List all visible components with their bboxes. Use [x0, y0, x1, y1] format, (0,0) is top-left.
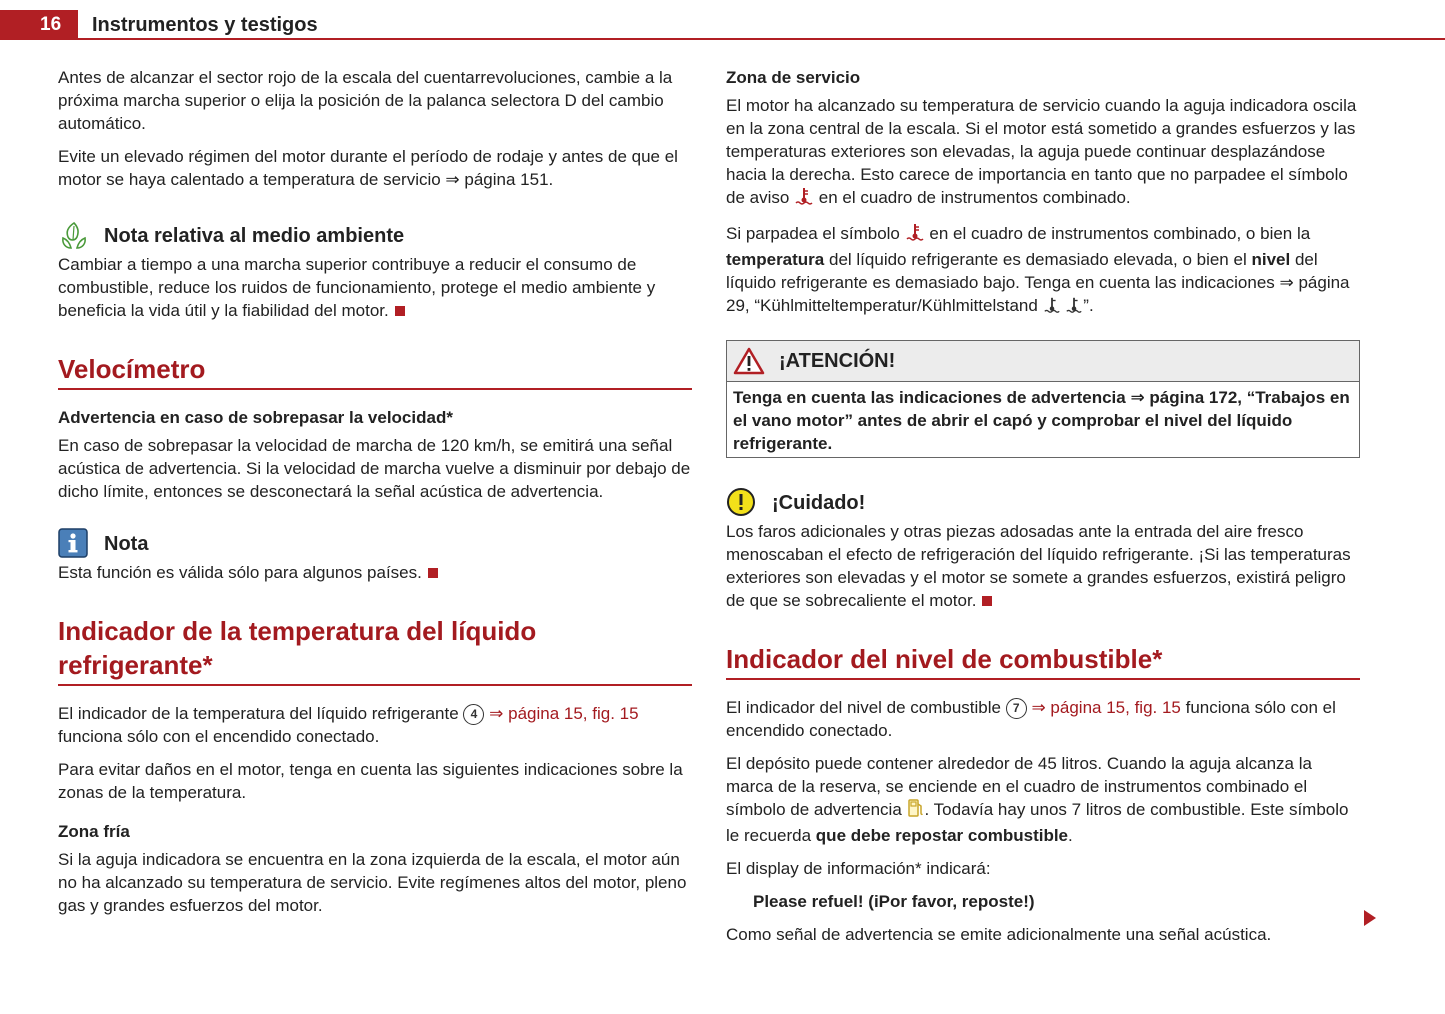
page-number: 16	[0, 10, 78, 40]
warning-box	[726, 340, 1360, 458]
coolant-temperature-icon	[905, 222, 925, 248]
coolant-temp-paragraph-1: El indicador de la temperatura del líquido refrigerante 4 ⇒ página 15, fig. 15 funciona sólo con el encendido conectado.	[58, 704, 639, 746]
environment-note-text: Cambiar a tiempo a una marcha superior contribuye a reducir el consumo de combustible, reduce los ruidos de funcionamiento, protege el medio ambiente y beneficia la vida útil y la fiabilidad del motor.	[58, 255, 656, 320]
fuel-level-heading: Indicador del nivel de combustible*	[726, 642, 1360, 680]
speed-warning-subheading: Advertencia en caso de sobrepasar la velocidad*	[58, 408, 453, 427]
coolant-level-icon	[1065, 296, 1083, 320]
warning-box-title: ¡ATENCIÓN!	[779, 349, 896, 372]
warning-box-text: Tenga en cuenta las indicaciones de advertencia ⇒ página 172, “Trabajos en el vano motor” antes de abrir el capó y comprobar el nivel del líquido refrigerante.	[733, 388, 1350, 453]
header-rule	[0, 38, 1445, 40]
service-zone-text: El motor ha alcanzado su temperatura de servicio cuando la aguja indicadora oscila en la zona central de la escala. Si el motor está sometido a grandes esfuerzos y las temperaturas exteriores son elevadas, la aguja puede continuar desplazándose hacia la derecha. Esto carece de importancia en tanto que no parpadee el símbolo de aviso en el cuadro de instrumentos combinado.	[726, 94, 1360, 212]
coolant-blink-paragraph: Si parpadea el símbolo en el cuadro de instrumentos combinado, o bien la temperatura del líquido refrigerante es demasiado elevada, o bien el nivel del líquido refrigerante es demasiado bajo. Tenga en cuenta las indicaciones ⇒ página 29, “Kühlmitteltemperatur/Kühlmittelstand ”.	[726, 222, 1360, 320]
coolant-temp-heading: Indicador de la temperatura del líquido refrigerante*	[58, 614, 692, 686]
display-message: Please refuel! (iPor favor, reposte!)	[753, 892, 1035, 911]
caution-exclamation-icon	[726, 487, 758, 519]
next-page-arrow-icon[interactable]	[1363, 909, 1377, 932]
fuel-paragraph-2: El depósito puede contener alrededor de 45 litros. Cuando la aguja alcanza la marca de la reserva, se enciende en el cuadro de instrumentos combinado el símbolo de advertencia . Todavía hay unos 7 litros de combustible. Este símbolo le recuerda que debe repostar combustible.	[726, 754, 1349, 845]
page-reference-link[interactable]: ⇒ página 15, fig. 15	[1031, 698, 1181, 717]
info-note-text: Esta función es válida sólo para algunos países.	[58, 561, 692, 584]
callout-number-badge: 7	[1006, 698, 1027, 719]
info-note-heading	[58, 527, 692, 561]
environment-note-heading	[58, 219, 692, 253]
warning-box-header	[727, 341, 1359, 382]
service-zone-subheading: Zona de servicio	[726, 68, 861, 87]
fuel-pump-icon	[907, 798, 925, 824]
speed-warning-text: En caso de sobrepasar la velocidad de marcha de 120 km/h, se emitirá una señal acústica de advertencia. Si la velocidad de marcha vuelve a disminuir por debajo de dicho límite, entonces se desconectará la señal acústica de advertencia.	[58, 436, 691, 501]
coolant-temperature-icon	[794, 186, 814, 212]
cold-zone-subheading: Zona fría	[58, 822, 130, 841]
caution-heading	[726, 486, 1360, 520]
right-column	[726, 66, 1360, 956]
section-end-marker	[982, 596, 992, 606]
coolant-temp-paragraph-2: Para evitar daños en el motor, tenga en cuenta las siguientes indicaciones sobre la zonas de la temperatura.	[58, 760, 683, 802]
coolant-temperature-icon	[1043, 296, 1061, 320]
info-icon	[58, 528, 90, 560]
intro-paragraph-2: Evite un elevado régimen del motor durante el período de rodaje y antes de que el motor se haya calentado a temperatura de servicio ⇒ página 151.	[58, 147, 678, 189]
page-header	[0, 0, 1445, 40]
fuel-paragraph-3: El display de información* indicará:	[726, 859, 991, 878]
caution-text: Los faros adicionales y otras piezas adosadas ante la entrada del aire fresco menoscaban el efecto de refrigeración del líquido refrigerante. ¡Si las temperaturas exteriores son elevadas y el motor se somete a grandes esfuerzos, existirá peligro de que se sobrecaliente el motor.	[726, 522, 1351, 610]
section-end-marker	[395, 306, 405, 316]
fuel-paragraph-4: Como señal de advertencia se emite adicionalmente una señal acústica.	[726, 925, 1272, 944]
caution-title: ¡Cuidado!	[772, 491, 866, 514]
fuel-paragraph-1: El indicador del nivel de combustible 7 ⇒ página 15, fig. 15 funciona sólo con el encendido conectado.	[726, 698, 1336, 740]
intro-paragraph-1: Antes de alcanzar el sector rojo de la escala del cuentarrevoluciones, cambie a la próxima marcha superior o elija la posición de la palanca selectora D del cambio automático.	[58, 68, 673, 133]
page-reference-link[interactable]: ⇒ página 15, fig. 15	[489, 704, 639, 723]
page-header-title: Instrumentos y testigos	[92, 14, 318, 36]
left-column	[58, 66, 692, 927]
speedometer-heading: Velocímetro	[58, 352, 692, 390]
info-note-title: Nota	[104, 532, 149, 555]
environment-note-title: Nota relativa al medio ambiente	[104, 224, 405, 247]
callout-number-badge: 4	[463, 704, 484, 725]
cold-zone-text: Si la aguja indicadora se encuentra en la zona izquierda de la escala, el motor aún no ha alcanzado su temperatura de servicio. Evite regímenes altos del motor, pleno gas y grandes esfuerzos del motor.	[58, 850, 687, 915]
environment-leaf-icon	[58, 220, 90, 252]
section-end-marker	[428, 568, 438, 578]
warning-triangle-icon	[733, 347, 765, 375]
